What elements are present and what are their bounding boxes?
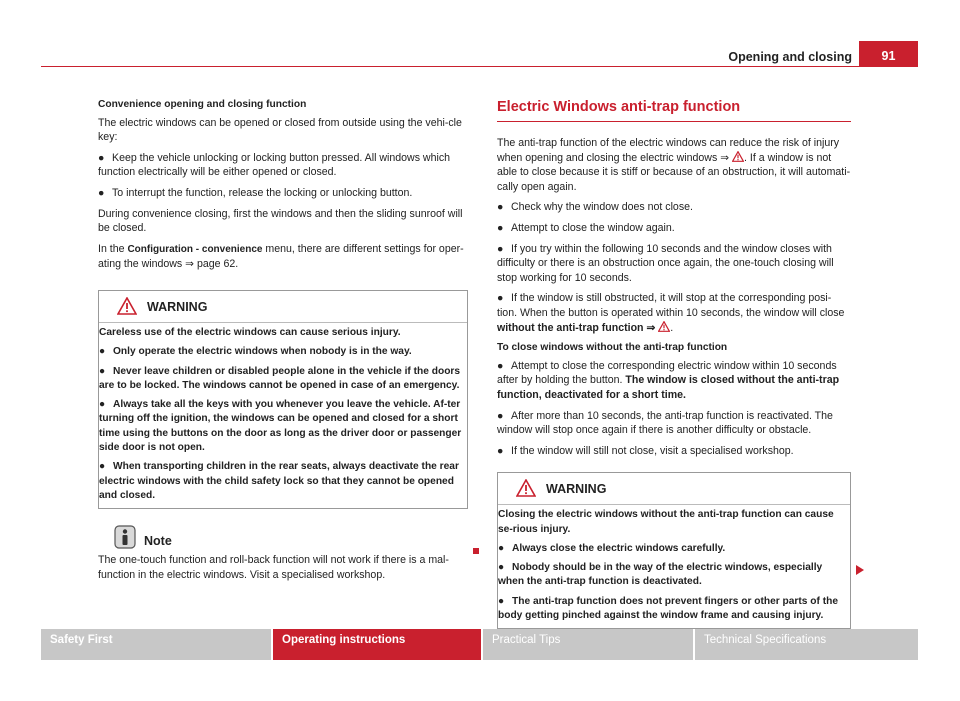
- paragraph-configuration: [98, 242, 468, 272]
- warning-title: WARNING: [546, 482, 607, 497]
- bullet-icon: ●: [98, 151, 105, 164]
- warning-body: [498, 505, 850, 628]
- bullet-icon: ●: [497, 292, 504, 305]
- note-title: Note: [144, 534, 172, 549]
- list-item-text: When transporting children in the rear seats, always deactivate the rear electric windows with the child safety lock so that they cannot be opened and closed.: [99, 461, 459, 501]
- list-item: [498, 561, 850, 590]
- tab-operating-instructions[interactable]: Operating instructions: [273, 629, 481, 660]
- list-item: [99, 460, 467, 503]
- warning-triangle-icon: [516, 479, 536, 497]
- list-item: [98, 186, 468, 201]
- bullet-icon: ●: [99, 346, 106, 358]
- list-item-text: If the window is still obstructed, it will stop at the corresponding posi-tion. When the button is operated within 10 seconds, the window will close: [497, 292, 845, 319]
- header-rule: [41, 66, 918, 67]
- list-item: [497, 359, 851, 403]
- note-header: [98, 523, 468, 549]
- bullet-icon: ●: [498, 562, 505, 574]
- right-column: [497, 98, 851, 643]
- subheading-convenience: Convenience opening and closing function: [98, 99, 307, 110]
- list-item-text: Always close the electric windows carefully.: [512, 542, 726, 554]
- list-item: [497, 409, 851, 438]
- list-item: [498, 542, 850, 556]
- list-item-bold-text: The window is closed without the anti-trap function, deactivated for a short time.: [497, 374, 840, 401]
- paragraph-sunroof: During convenience closing, first the windows and then the sliding sunroof will be closed.: [98, 207, 463, 235]
- config-menu-name: Configuration - convenience: [127, 243, 263, 255]
- warning-header: [498, 473, 850, 505]
- list-item: [497, 221, 851, 236]
- list-item-text: Keep the vehicle unlocking or locking button pressed. All windows which function electrically will be either opened or closed.: [98, 151, 451, 179]
- list-item-text: The anti-trap function does not prevent fingers or other parts of the body getting pinched against the window frame and causing injury.: [498, 595, 839, 622]
- note-text: The one-touch function and roll-back function will not work if there is a mal-function in the electric windows. Visit a specialised workshop.: [98, 554, 449, 581]
- warning-triangle-icon: [117, 297, 137, 315]
- warning-lead: Closing the electric windows without the anti-trap function can cause se-rious injury.: [498, 509, 834, 535]
- bullet-icon: ●: [497, 359, 504, 372]
- config-prefix: In the: [98, 242, 128, 255]
- bullet-icon: ●: [98, 186, 105, 199]
- list-item-text: Check why the window does not close.: [511, 201, 693, 214]
- list-item: [99, 398, 467, 455]
- page-number: 91: [859, 41, 918, 67]
- list-item: [99, 365, 467, 394]
- list-item: [497, 444, 851, 459]
- intro-text-a: The anti-trap function of the electric windows can reduce the risk of injury when opening and closing the electric windows ⇒: [497, 137, 840, 164]
- bullet-icon: ●: [99, 399, 106, 411]
- list-item: ● If the window is still obstructed, it will stop at the corresponding posi-tion. When the button is operated within 10 seconds, the window will close without the anti-trap function ⇒ .: [497, 292, 845, 334]
- bullet-icon: ●: [497, 201, 504, 214]
- list-item: [498, 595, 850, 624]
- intro-text-b: . If a window is not able to close because it is stiff or because of an obstruction, it will automati-cally open again.: [497, 151, 851, 193]
- left-column: [98, 98, 468, 588]
- list-item-text: Never leave children or disabled people alone in the vehicle if the doors are to be locked. The windows cannot be opened in case of an emergency.: [99, 365, 461, 391]
- warning-box: [98, 290, 468, 509]
- list-item-text: Always take all the keys with you whenever you leave the vehicle. Af-ter turning off the ignition, the windows can be opened and closed for a short time using the buttons on the door as long as the driver door or passenger side door is not open.: [99, 399, 462, 454]
- list-item-text: Attempt to close the corresponding electric window within 10 seconds after by holding the button.: [497, 359, 837, 387]
- subheading-close-without: To close windows without the anti-trap function: [497, 342, 728, 354]
- end-of-section-icon: [473, 548, 479, 554]
- warning-header: [99, 291, 467, 323]
- list-item-text: Attempt to close the window again.: [511, 221, 675, 234]
- section-title: Electric Windows anti-trap function: [497, 98, 851, 122]
- list-item-bold-text: without the anti-trap function ⇒: [497, 321, 656, 334]
- list-item-text: Nobody should be in the way of the electric windows, especially when the anti-trap function is deactivated.: [498, 562, 823, 588]
- running-header-title: Opening and closing: [728, 50, 852, 64]
- warning-ref-icon: [658, 321, 670, 332]
- bullet-icon: ●: [497, 242, 504, 255]
- list-item-text: If the window will still not close, visit a specialised workshop.: [511, 444, 794, 457]
- warning-lead: Careless use of the electric windows can cause serious injury.: [99, 326, 401, 338]
- warning-body: [99, 323, 467, 508]
- paragraph-intro: [497, 136, 851, 194]
- bullet-icon: ●: [497, 221, 504, 234]
- bullet-icon: ●: [99, 461, 106, 473]
- tab-technical-specifications[interactable]: Technical Specifications: [695, 629, 918, 660]
- note-box: [98, 523, 468, 582]
- list-item: [99, 345, 467, 359]
- list-item: [497, 242, 851, 286]
- bullet-icon: ●: [497, 409, 504, 422]
- list-item-text: Only operate the electric windows when nobody is in the way.: [113, 346, 412, 358]
- bullet-icon: ●: [99, 365, 106, 377]
- tab-practical-tips[interactable]: Practical Tips: [483, 629, 693, 660]
- tab-safety-first[interactable]: Safety First: [41, 629, 271, 660]
- paragraph-intro: The electric windows can be opened or closed from outside using the vehi-cle key:: [98, 116, 462, 144]
- bullet-icon: ●: [498, 542, 505, 554]
- warning-title: WARNING: [147, 299, 208, 314]
- list-item-text: If you try within the following 10 seconds and the window closes with difficulty or there is an obstruction once again, the one-touch closing will stop working for 10 seconds.: [497, 242, 834, 284]
- config-suffix: menu, there are different settings for oper-ating the windows ⇒ page 62.: [98, 242, 464, 271]
- continue-arrow-icon: [855, 565, 865, 575]
- warning-ref-icon: [732, 151, 744, 162]
- warning-box: [497, 472, 851, 629]
- list-item-text: After more than 10 seconds, the anti-trap function is reactivated. The window will stop once again if there is another difficulty or obstacle.: [497, 409, 833, 437]
- list-item-text: To interrupt the function, release the locking or unlocking button.: [112, 186, 413, 199]
- info-icon: [114, 525, 136, 549]
- list-item: [98, 151, 468, 180]
- list-item: [497, 200, 851, 215]
- bullet-icon: ●: [497, 444, 504, 457]
- bullet-icon: ●: [498, 595, 505, 607]
